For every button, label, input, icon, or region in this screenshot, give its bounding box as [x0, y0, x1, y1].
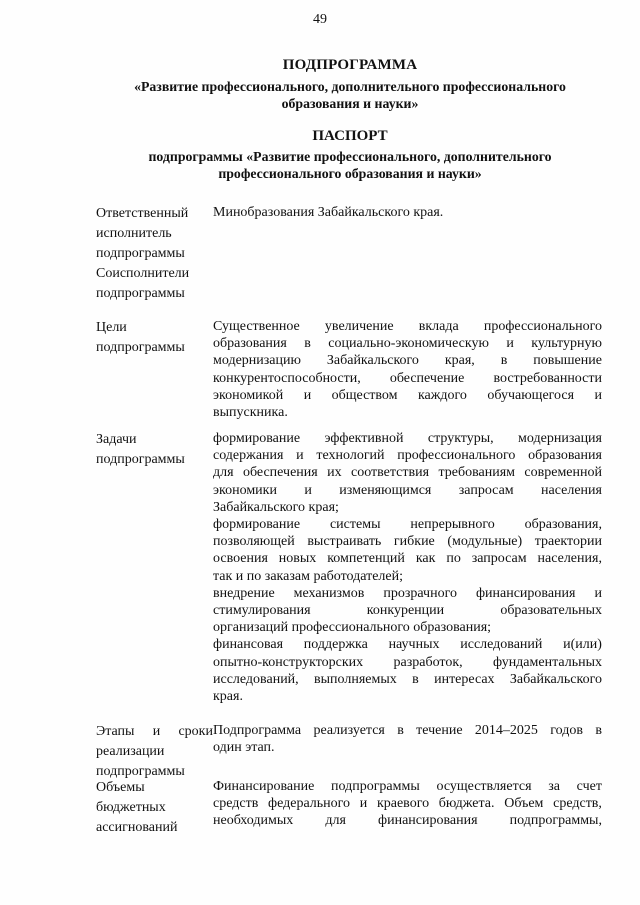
passport-subtitle-line: профессионального образования и науки» — [218, 166, 482, 181]
row-label — [96, 430, 213, 722]
row-value-word: траектории — [534, 534, 602, 550]
passport-row-goals — [96, 318, 602, 430]
subprogram-subtitle-line: «Развитие профессионального, дополнительного профессионального — [134, 79, 566, 94]
row-value-line — [213, 722, 602, 739]
row-value-line: выпускника. — [213, 405, 288, 421]
row-value — [213, 722, 602, 778]
row-value-word: прозрачного — [383, 585, 457, 601]
row-value-word: в — [500, 353, 508, 369]
row-value-word: средств — [213, 796, 259, 812]
row-value-word: обучающегося — [487, 387, 575, 403]
passport-table — [96, 204, 602, 838]
passport-row-stages — [96, 722, 602, 778]
row-value-word: профессионального — [483, 319, 602, 334]
row-label-word: и — [152, 724, 161, 739]
row-value-word: в — [304, 336, 311, 352]
row-value-word: конкуренции — [366, 603, 445, 619]
row-value-line — [213, 447, 602, 464]
row-value-empty — [213, 264, 602, 318]
row-label-line: Задачи — [96, 432, 137, 447]
row-value-word: годов — [550, 723, 583, 738]
row-value-word: механизмов — [293, 585, 365, 601]
row-value — [213, 430, 602, 722]
passport-subtitle — [60, 148, 640, 182]
row-value-line — [213, 778, 602, 795]
row-value — [213, 778, 602, 838]
row-value-word: освоения — [213, 551, 268, 567]
row-value-line — [213, 352, 602, 369]
row-value-word: формирование — [213, 517, 301, 533]
row-value-word: фундаментальных — [492, 654, 602, 670]
row-value-word: краевого — [376, 796, 430, 812]
row-value-line — [213, 335, 602, 352]
row-value-word: Финансирование — [213, 779, 315, 794]
row-value-word: соответствия — [351, 465, 430, 481]
passport-subtitle-line: подпрограммы «Развитие профессионального, дополнительного — [148, 149, 552, 164]
row-value-word: Подпрограмма — [213, 723, 302, 738]
row-value-word: средств, — [553, 796, 602, 812]
row-value-word: современной — [524, 465, 602, 481]
row-value-word: новых — [278, 551, 317, 567]
row-value-word: модернизация — [518, 431, 602, 446]
row-value-word: в — [595, 723, 602, 738]
row-value-line — [213, 370, 602, 387]
row-value-word: опытно-конструкторских — [213, 654, 364, 670]
row-value-word: населения — [541, 482, 602, 498]
row-value-word: образования — [213, 336, 287, 352]
row-label — [96, 318, 213, 430]
row-value-word: для — [325, 813, 346, 829]
row-value-word: экономикой — [213, 387, 284, 403]
row-value-word: финансовая — [213, 637, 284, 653]
row-value-word: увеличение — [324, 319, 394, 334]
row-value-word: в — [397, 723, 404, 738]
row-value-word: образования, — [524, 517, 602, 533]
passport-row-co-executors — [96, 264, 602, 318]
row-value-word: обществом — [331, 387, 398, 403]
row-label — [96, 722, 213, 778]
row-value-word: изменяющимся — [339, 482, 432, 498]
row-value-word: бюджета. — [438, 796, 495, 812]
row-label-line: Объемы — [96, 780, 145, 795]
row-value-word: подпрограммы — [330, 779, 420, 794]
row-value-word: стимулирования — [213, 603, 311, 619]
row-value-word: вклада — [418, 319, 459, 334]
row-value-line: края. — [213, 689, 243, 705]
row-value-line — [213, 430, 602, 447]
row-value-line — [213, 585, 602, 602]
row-value — [213, 318, 602, 430]
row-value-line — [213, 516, 602, 533]
row-label-line: исполнитель — [96, 226, 172, 241]
row-value-word: Забайкальского — [326, 353, 419, 369]
row-value-word: 2014–2025 — [474, 723, 538, 738]
row-value-word: разработок, — [393, 654, 463, 670]
row-value-word: Объем — [504, 796, 544, 812]
row-value-word: технологий — [316, 448, 385, 464]
subprogram-subtitle — [60, 78, 640, 112]
row-value-line: организаций профессионального образования; — [213, 620, 492, 636]
row-value-word: эффективной — [324, 431, 404, 446]
passport-title: ПАСПОРТ — [312, 128, 388, 144]
row-label-line: реализации — [96, 744, 165, 759]
row-value-word: исследований, — [213, 671, 299, 687]
row-label-word: Этапы — [96, 724, 135, 739]
row-label-line: Соисполнители — [96, 266, 190, 281]
row-value-line — [213, 671, 602, 688]
row-value-word: повышение — [533, 353, 602, 369]
row-value-line — [213, 654, 602, 671]
row-label-word: сроки — [178, 724, 213, 739]
row-value-word: для — [213, 465, 234, 481]
row-value-word: и — [594, 387, 602, 403]
row-value-word: исследований — [460, 637, 543, 653]
row-value-word: интересах — [434, 671, 495, 687]
row-value-line — [213, 482, 602, 499]
row-value-line — [213, 533, 602, 550]
row-value-word: и — [594, 585, 602, 601]
row-value-word: федерального — [268, 796, 351, 812]
row-value-word: и(или) — [563, 637, 602, 653]
row-value-word: Существенное — [213, 319, 300, 334]
row-value-line: Забайкальского края; — [213, 499, 339, 515]
row-value-word: профессионального — [397, 448, 516, 464]
passport-row-responsible — [96, 204, 602, 264]
row-value-word: осуществляется — [436, 779, 532, 794]
row-value-word: структуры, — [427, 431, 494, 446]
row-label-line — [96, 722, 213, 742]
row-value-word: культурную — [531, 336, 602, 352]
subprogram-subtitle-line: образования и науки» — [281, 96, 419, 111]
row-label-line: подпрограммы — [96, 452, 185, 467]
row-value — [213, 204, 602, 264]
row-value-word: системы — [329, 517, 381, 533]
row-value-word: непрерывного — [410, 517, 495, 533]
row-label-line: подпрограммы — [96, 340, 185, 355]
row-value-word: научных — [388, 637, 440, 653]
row-value-word: востребованности — [493, 370, 602, 386]
row-value-word: выстраивать — [307, 534, 382, 550]
subprogram-title: ПОДПРОГРАММА — [282, 57, 418, 73]
row-value-word: как — [415, 551, 436, 567]
row-value-word: гибкие — [393, 534, 435, 550]
row-value-word: поддержка — [303, 637, 368, 653]
row-label-line: подпрограммы — [96, 246, 185, 261]
row-value-word: модернизацию — [213, 353, 301, 369]
row-value-word: финансирования — [475, 585, 576, 601]
row-label — [96, 778, 213, 838]
row-value-word: подпрограммы, — [509, 813, 602, 829]
row-value-word: обеспечения — [242, 465, 318, 481]
row-value-word: формирование — [213, 431, 301, 446]
row-value-word: и — [506, 336, 514, 352]
row-label-line: Ответственный — [96, 206, 189, 221]
row-value-word: реализуется — [313, 723, 385, 738]
row-label-line: подпрограммы — [96, 286, 185, 301]
row-label-line: Цели — [96, 320, 127, 335]
row-value-word: образовательных — [500, 603, 602, 619]
row-value-line — [213, 318, 602, 335]
row-value-line — [213, 387, 602, 404]
page-number: 49 — [313, 12, 327, 27]
row-value-line — [213, 550, 602, 567]
row-value-word: и — [359, 796, 368, 812]
row-value-line — [213, 812, 602, 829]
row-value-word: их — [327, 465, 342, 481]
row-value-word: внедрение — [213, 585, 275, 601]
row-value-word: Забайкальского — [509, 671, 602, 687]
row-value-word: за — [548, 779, 560, 794]
row-value-word: каждого — [417, 387, 467, 403]
row-value-word: запросам — [471, 551, 527, 567]
row-value-word: социально-экономическую — [328, 336, 489, 352]
row-value-line: один этап. — [213, 740, 275, 756]
row-value-word: обеспечение — [389, 370, 465, 386]
row-value-word: запросам — [458, 482, 514, 498]
row-value-line: Минобразования Забайкальского края. — [213, 205, 444, 220]
row-value-word: в — [412, 671, 419, 687]
row-value-word: позволяющей — [213, 534, 295, 550]
row-value-word: по — [446, 551, 461, 567]
row-value-word: содержания — [213, 448, 284, 464]
row-label — [96, 264, 213, 318]
row-value-word: населения, — [537, 551, 602, 567]
row-value-line — [213, 795, 602, 812]
row-value-word: края, — [444, 353, 475, 369]
row-value-line — [213, 636, 602, 653]
row-value-word: и — [304, 482, 312, 498]
row-value-word: компетенций — [327, 551, 405, 567]
row-value-line — [213, 602, 602, 619]
row-value-word: конкурентоспособности, — [213, 370, 361, 386]
row-value-word: счет — [576, 779, 602, 794]
row-value-word: и — [296, 448, 304, 464]
row-value-line — [213, 464, 602, 481]
row-value-word: образования — [528, 448, 602, 464]
row-value-word: и — [303, 387, 312, 403]
row-value-word: экономики — [213, 482, 277, 498]
row-label-line: бюджетных — [96, 800, 166, 815]
row-value-word: требованиям — [438, 465, 516, 481]
passport-row-budget — [96, 778, 602, 838]
row-value-word: течение — [416, 723, 463, 738]
row-value-word: (модульные) — [447, 534, 523, 550]
passport-row-tasks — [96, 430, 602, 722]
row-label-line: подпрограммы — [96, 764, 185, 779]
row-value-word: финансирования — [378, 813, 478, 829]
row-value-word: выполняемых — [314, 671, 397, 687]
row-label-line: ассигнований — [96, 820, 178, 835]
row-label — [96, 204, 213, 264]
row-value-word: необходимых — [213, 813, 294, 829]
row-value-line: так и по заказам работодателей; — [213, 568, 404, 584]
